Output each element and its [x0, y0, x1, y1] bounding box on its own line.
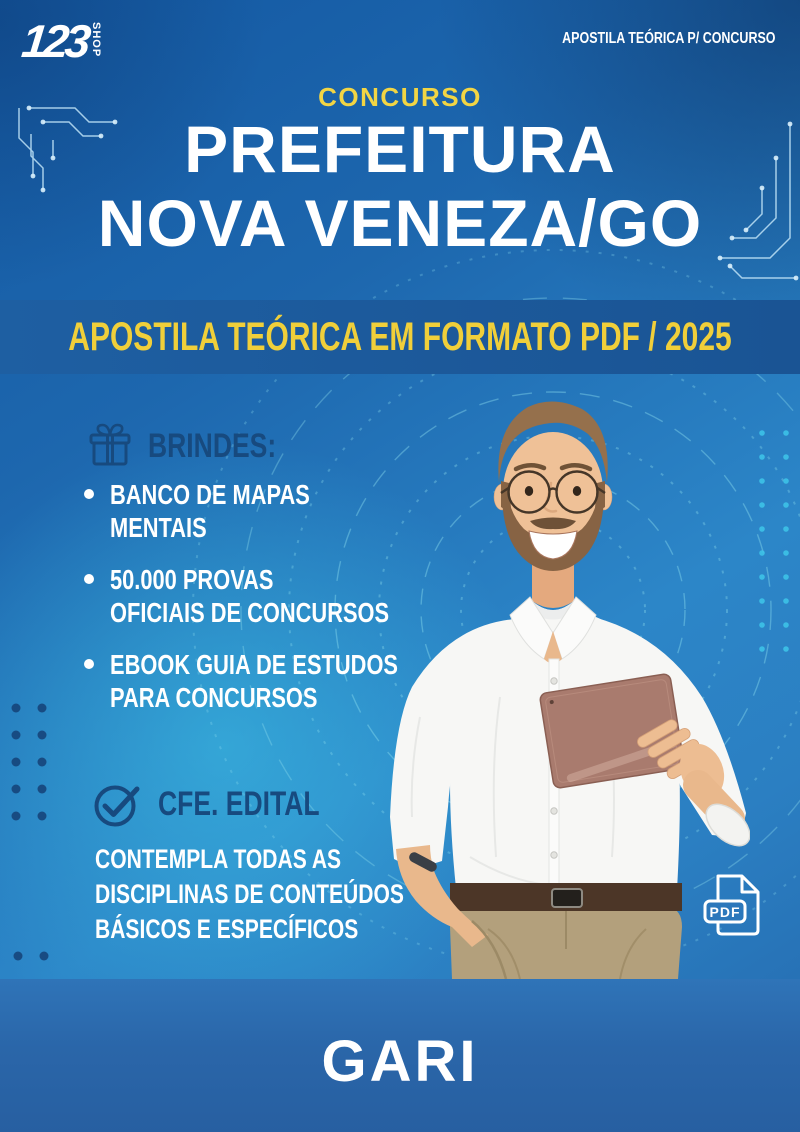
kicker: CONCURSO — [318, 82, 482, 112]
bullet-icon — [84, 574, 94, 584]
brindes-heading: BRINDES: — [86, 422, 312, 470]
role-title: GARI — [321, 1029, 479, 1094]
list-item: BANCO DE MAPAS MENTAIS — [84, 478, 444, 544]
dot-grid-left — [6, 700, 66, 825]
pdf-label: PDF — [709, 904, 741, 920]
format-banner — [0, 300, 800, 374]
title-line-1: PREFEITURA — [184, 112, 616, 186]
brand-logo-number: 123 — [19, 15, 90, 67]
brand-logo — [19, 15, 102, 67]
title-line-2: NOVA VENEZA/GO — [97, 186, 703, 260]
bullet-icon — [84, 489, 94, 499]
footer-band — [0, 979, 800, 1132]
dot-pair-left-bottom — [6, 948, 66, 966]
check-circle-icon — [92, 780, 144, 828]
pdf-file-icon — [702, 870, 766, 940]
dot-grid-right — [752, 425, 800, 661]
brand-logo-shop: SHOP — [89, 22, 102, 58]
list-item: EBOOK GUIA DE ESTUDOS PARA CONCURSOS — [84, 648, 444, 714]
edital-heading: CFE. EDITAL — [92, 780, 365, 828]
format-banner-text: APOSTILA TEÓRICA EM FORMATO PDF / 2025 — [68, 315, 732, 359]
page-title — [0, 112, 800, 260]
list-item: 50.000 PROVAS OFICIAIS DE CONCURSOS — [84, 563, 444, 629]
corner-label: APOSTILA TEÓRICA P/ CONCURSO — [561, 30, 775, 47]
edital-description: CONTEMPLA TODAS AS DISCIPLINAS DE CONTEÚDOS BÁSICOS E ESPECÍFICOS — [95, 844, 404, 944]
brindes-list — [84, 478, 444, 733]
bullet-icon — [84, 659, 94, 669]
gift-icon — [86, 422, 134, 470]
